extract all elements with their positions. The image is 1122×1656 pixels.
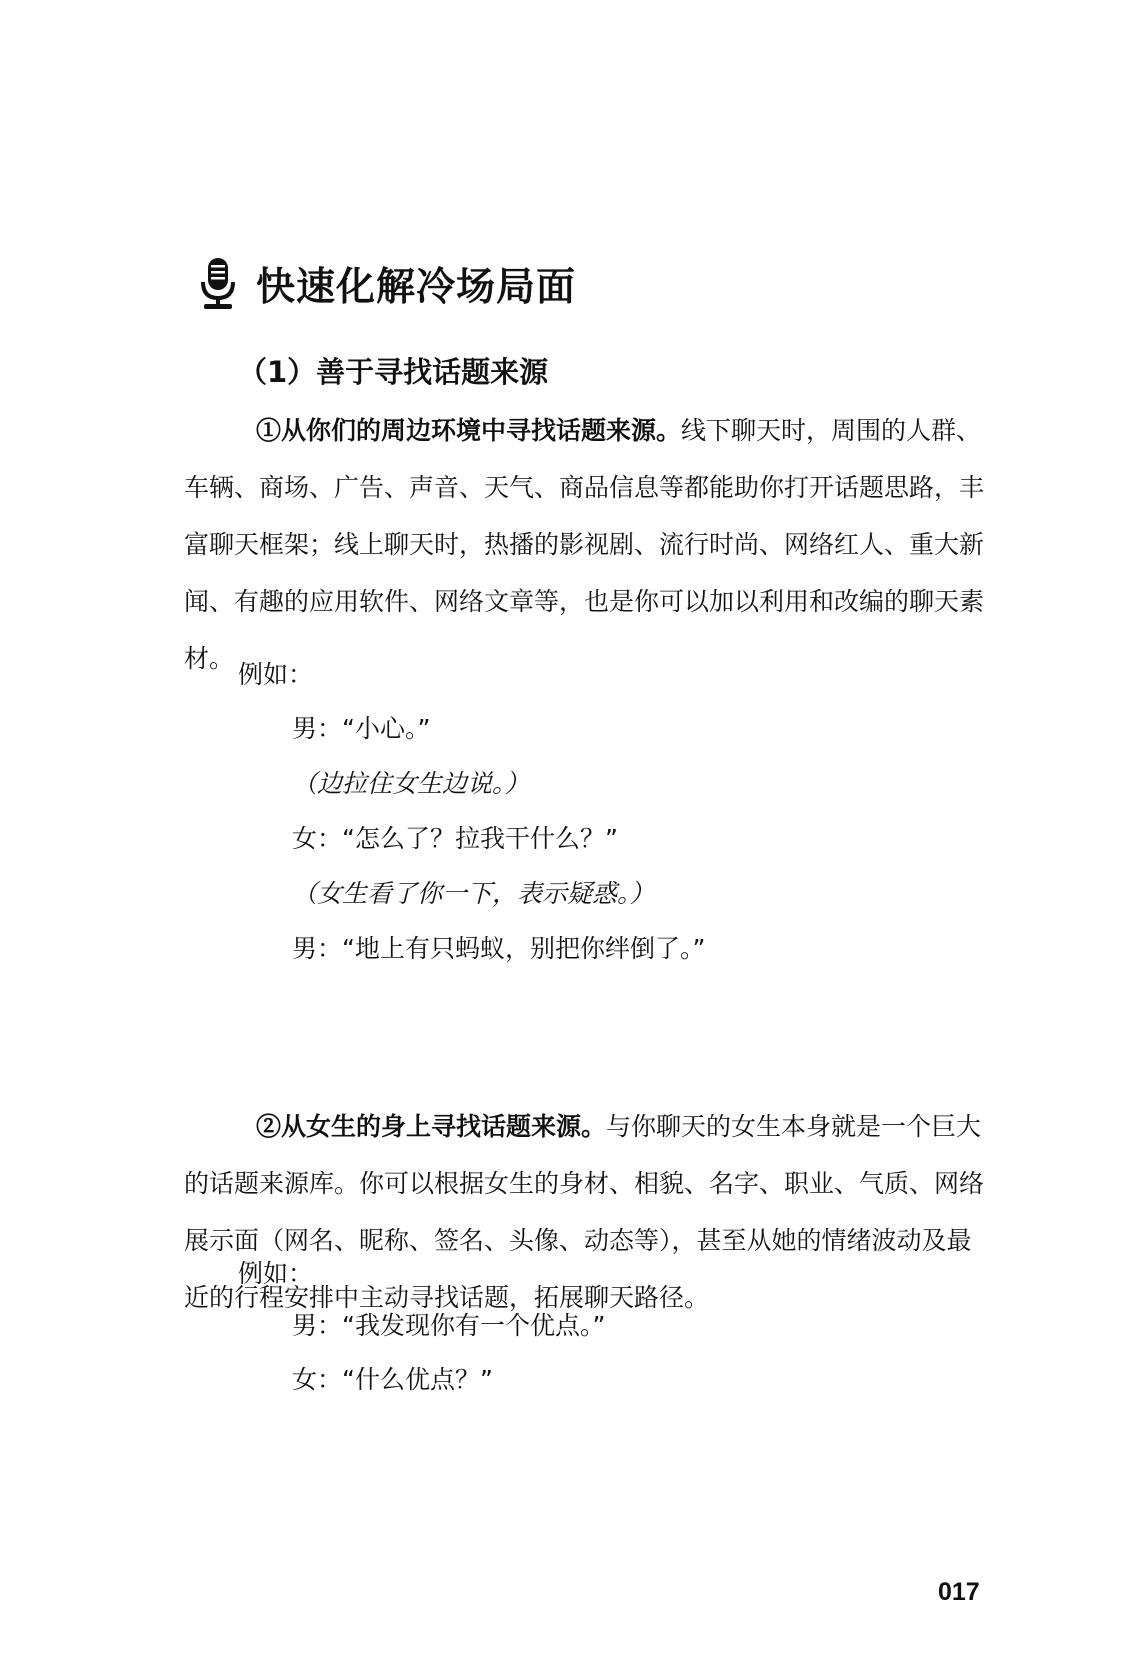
example-label: 例如： [238,1259,314,1288]
paragraph-body: 线下聊天时，周围的人群、车辆、商场、广告、声音、天气、商品信息等都能助你打开话题思路，丰富聊天框架；线上聊天时，热播的影视剧、流行时尚、网络红人、重大新闻、有趣的应用软件、网络文章等，也是你可以加以利用和改编的聊天素材。 [184,416,985,673]
paragraph-body: 与你聊天的女生本身就是一个巨大的话题来源库。你可以根据女生的身材、相貌、名字、职业、气质、网络展示面（网名、昵称、签名、头像、动态等），甚至从她的情绪波动及最近的行程安排中主动寻找话题，拓展聊天路径。 [184,1112,985,1312]
dialogue-line: 女：“怎么了？拉我干什么？” [292,824,618,853]
subheading: （1）善于寻找话题来源 [238,355,549,389]
stage-direction: （边拉住女生边说。） [292,769,530,798]
stage-direction: （女生看了你一下，表示疑惑。） [292,879,655,908]
dialogue-line: 男：“地上有只蚂蚁，别把你绊倒了。” [292,934,706,963]
microphone-icon [196,256,240,312]
paragraph-lead: ②从女生的身上寻找话题来源。 [256,1112,607,1141]
section-heading: 快速化解冷场局面 [256,265,577,310]
paragraph-environment [184,402,984,687]
section-title [196,256,576,312]
dialogue-line: 男：“小心。” [292,714,431,743]
dialogue-line: 女：“什么优点？” [292,1365,493,1394]
page-number: 017 [938,1578,980,1606]
dialogue-line: 男：“我发现你有一个优点。” [292,1311,606,1340]
example-label: 例如： [238,660,314,689]
paragraph-lead: ①从你们的周边环境中寻找话题来源。 [256,416,682,445]
